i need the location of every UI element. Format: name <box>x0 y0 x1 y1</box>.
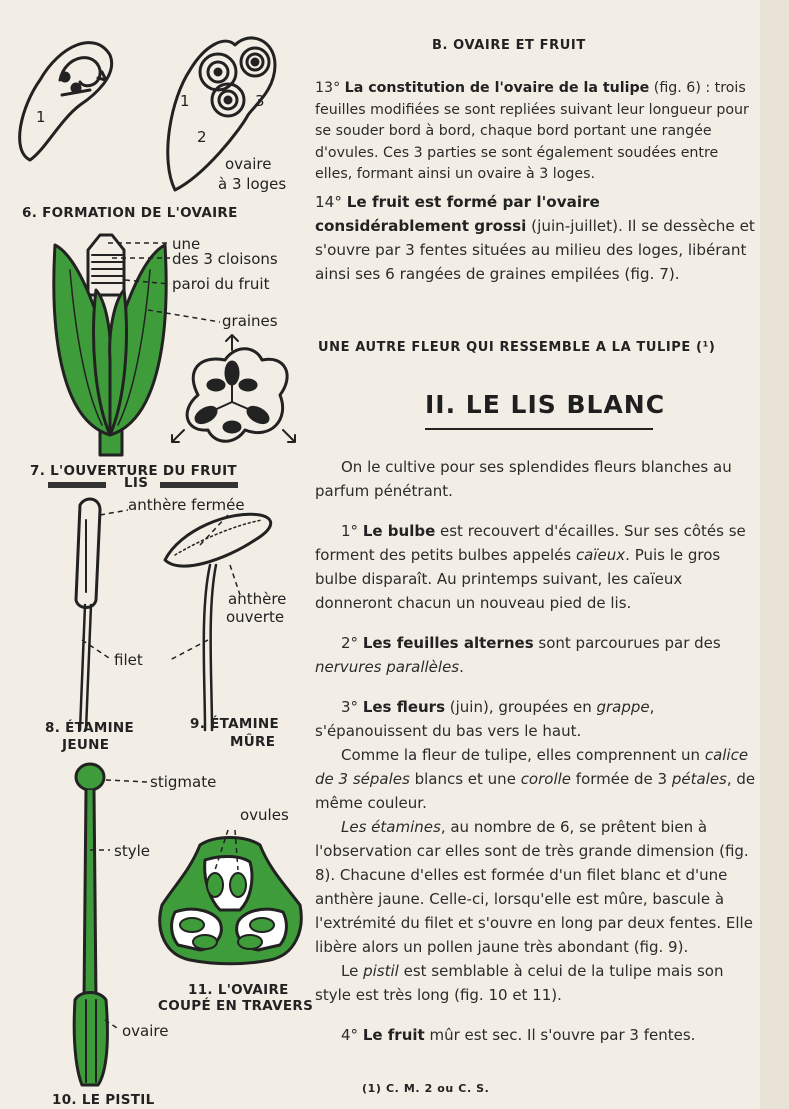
p3c-text-a: Comme la fleur de tulipe, elles comprennent un <box>341 746 705 764</box>
p1-bold: Le bulbe <box>362 522 436 540</box>
ovaire-label: ovaire <box>122 1022 169 1040</box>
fig9-anthere-label: anthère <box>228 590 287 608</box>
p3e-text-a: Le <box>341 962 364 980</box>
p3c-text-d: , de même couleur. <box>315 770 756 812</box>
fig7-une-label: une <box>172 235 201 253</box>
fig10-caption: 10. LE PISTIL <box>52 1092 155 1108</box>
p14-number: 14 <box>315 193 335 211</box>
p1-text-a: est recouvert d'écailles. Sur ses côtés se forment des petits bulbes appelés <box>315 522 746 564</box>
p4-text: mûr est sec. Il s'ouvre par 3 fentes. <box>424 1026 696 1044</box>
p3e-text: est semblable à celui de la tulipe mais son style est très long (fig. 10 et 11). <box>315 962 724 1004</box>
paragraph-3-etamines <box>315 815 757 959</box>
lis-bar-left <box>48 482 106 488</box>
p3-bold: Les fleurs <box>362 698 446 716</box>
fig6-loges-label: à 3 loges <box>218 175 287 193</box>
page-title: II. LE LIS BLANC <box>425 390 666 419</box>
fig8-caption-2: JEUNE <box>62 737 110 753</box>
body-text <box>315 455 757 1047</box>
fig11-ovary-cross-section <box>160 838 301 964</box>
p3c-italic-3: pétales <box>671 770 727 788</box>
p3-text-a: (juin), groupées en <box>445 698 597 716</box>
fig9-caption-2: MÛRE <box>230 734 276 750</box>
title-underline <box>425 428 653 430</box>
p3-italic: grappe <box>596 698 650 716</box>
paragraph-3: 3° Les fleurs (juin), groupées en grappe, s'épanouissent du bas vers le haut. <box>315 698 655 740</box>
p2-italic: nervures parallèles <box>315 658 460 676</box>
intro-paragraph: On le cultive pour ses splendides fleurs blanches au parfum pénétrant. <box>315 458 732 500</box>
p3d-text: , au nombre de 6, se prêtent bien à l'observation car elles sont de très grande dimension (fig. 8). Chacune d'elles est formée d'un filet blanc et d'une anthère jaune. Celle-ci, lorsqu'elle est mûre, bascule à l'extrémité du filet et s'ouvre en long par deux fentes. Elle libère alors un pollen jaune très abondant (fig. 9). <box>315 818 753 956</box>
fig7-paroi-label: paroi du fruit <box>172 275 270 293</box>
fig9-ouverte-label: ouverte <box>226 608 285 626</box>
p1-number: 1 <box>341 522 351 540</box>
fig10-pistil-drawing <box>74 764 107 1085</box>
fig7-cross-section <box>172 335 295 442</box>
fig11-caption-2: COUPÉ EN TRAVERS <box>158 998 314 1014</box>
p3e-italic: pistil <box>363 962 399 980</box>
p3c-text-c: formée de 3 <box>571 770 672 788</box>
fig6-folding-leaf-drawing <box>20 43 112 160</box>
p13-number: 13 <box>315 80 334 96</box>
stigmate-label: stigmate <box>150 773 217 791</box>
other-flower-heading: UNE AUTRE FLEUR QUI RESSEMBLE A LA TULIPE (¹) <box>318 340 716 355</box>
p3-text-b: , s'épanouissent du bas vers le haut. <box>315 698 655 740</box>
fig6-label-2: 2 <box>197 128 207 146</box>
lis-bar-right <box>160 482 238 488</box>
fig7-cloisons-label: des 3 cloisons <box>172 250 278 268</box>
p14-text: (juin-juillet). Il se dessèche et s'ouvre par 3 fentes situées au milieu des loges, libérant ainsi ses 6 rangées de graines empilées (fig. 7). <box>315 217 755 283</box>
footnote: (1) C. M. 2 ou C. S. <box>362 1082 490 1095</box>
lis-label: LIS <box>124 475 149 491</box>
p2-text-b: . <box>459 658 464 676</box>
fig6-label-1: 1 <box>36 108 46 126</box>
p3-number: 3 <box>341 698 351 716</box>
p4-bold: Le fruit <box>362 1026 425 1044</box>
fig6-label-3: 3 <box>255 92 265 110</box>
p3d-italic: Les étamines <box>341 818 441 836</box>
style-label: style <box>114 842 150 860</box>
paragraph-13: 13° La constitution de l'ovaire de la tulipe (fig. 6) : trois feuilles modifiées se sont repliées suivant leur longueur pour se souder bord à bord, chaque bord portant une rangée d'ovules. Ces 3 parties se sont également soudées entre elles, formant ainsi un ovaire à 3 loges. <box>315 80 749 182</box>
paragraph-3-calice <box>315 743 757 815</box>
p1-italic: caïeux <box>575 546 626 564</box>
fig7-caption: 7. L'OUVERTURE DU FRUIT <box>30 463 237 479</box>
fig8-anthere-fermee-label: anthère fermée <box>128 496 245 514</box>
p1-text-b: . Puis le gros bulbe disparaît. Au printemps suivant, les caïeux donneront chacun un nouveau pied de lis. <box>315 546 721 612</box>
fig8-caption-1: 8. ÉTAMINE <box>45 720 135 736</box>
p3c-italic-2: corolle <box>520 770 572 788</box>
p2-text-a: sont parcourues par des <box>533 634 721 652</box>
paragraph-14: 14° Le fruit est formé par l'ovaire considérablement grossi (juin-juillet). Il se dessèche et s'ouvre par 3 fentes situées au milieu des loges, libérant ainsi ses 6 rangées de graines empilées (fig. 7). <box>315 193 755 283</box>
paragraph-2: 2° Les feuilles alternes sont parcourues par des nervures parallèles. <box>315 634 721 676</box>
p2-bold: Les feuilles alternes <box>362 634 534 652</box>
fig6-ovaire-label: ovaire <box>225 155 272 173</box>
section-b-heading: B. OVAIRE ET FRUIT <box>432 38 586 53</box>
p14-bold: Le fruit est formé par l'ovaire considérablement grossi <box>315 193 600 235</box>
p2-number: 2 <box>341 634 351 652</box>
p3c-italic-1: calice de 3 sépales <box>315 746 749 788</box>
p13-bold: La constitution de l'ovaire de la tulipe <box>344 80 650 96</box>
p4-number: 4 <box>341 1026 351 1044</box>
fig6-label-1b: 1 <box>180 92 190 110</box>
fig7-graines-label: graines <box>222 312 278 330</box>
fig7-fruit-drawing <box>54 235 166 455</box>
fig9-caption-1: 9. ÉTAMINE <box>190 716 280 732</box>
fig6-caption: 6. FORMATION DE L'OVAIRE <box>22 205 238 221</box>
fig11-caption-1: 11. L'OVAIRE <box>188 982 289 998</box>
p13-text: (fig. 6) : trois feuilles modifiées se sont repliées suivant leur longueur pour se souder bord à bord, chaque bord portant une rangée d'ovules. Ces 3 parties se sont également soudées entre elles, formant ainsi un ovaire à 3 loges. <box>315 80 749 182</box>
paragraph-3-pistil <box>315 959 757 1007</box>
paragraph-4: 4° Le fruit mûr est sec. Il s'ouvre par 3 fentes. <box>341 1026 696 1044</box>
fig8-young-stamen-drawing <box>76 499 100 730</box>
ovules-label: ovules <box>240 806 289 824</box>
p3c-text-b: blancs et une <box>409 770 521 788</box>
filet-label: filet <box>114 651 143 669</box>
paragraph-1: 1° Le bulbe est recouvert d'écailles. Sur ses côtés se forment des petits bulbes appelés caïeux. Puis le gros bulbe disparaît. Au printemps suivant, les caïeux donneront chacun un nouveau pied de lis. <box>315 522 746 612</box>
